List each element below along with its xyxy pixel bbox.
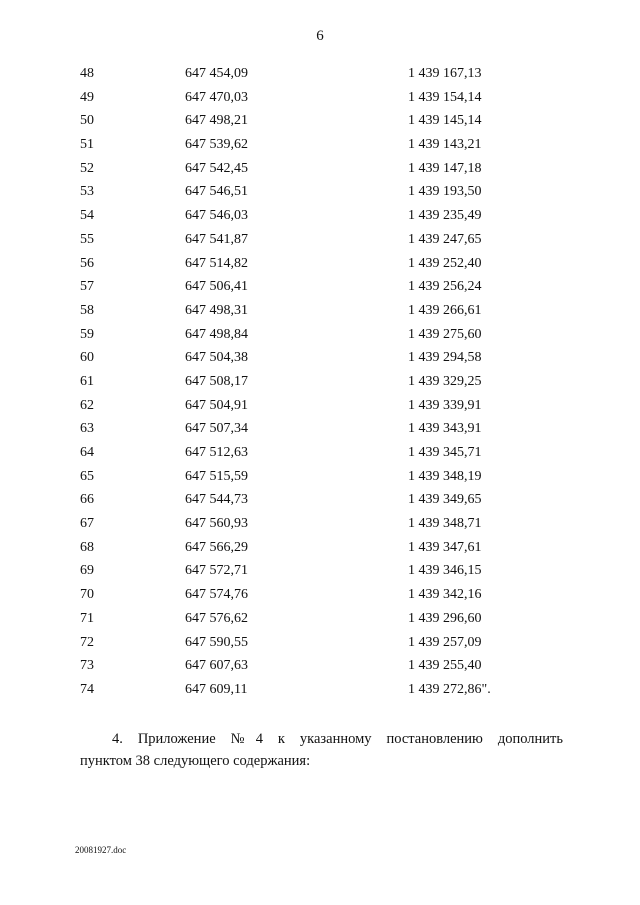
x-coordinate: 647 498,84 <box>185 326 248 342</box>
point-number: 73 <box>80 658 94 674</box>
point-number: 74 <box>80 681 94 697</box>
x-coordinate: 647 574,76 <box>185 587 248 603</box>
table-row <box>0 323 640 347</box>
x-coordinate: 647 572,71 <box>185 563 248 579</box>
table-row <box>0 133 640 157</box>
point-number: 71 <box>80 610 94 626</box>
table-row <box>0 109 640 133</box>
table-row <box>0 631 640 655</box>
point-number: 49 <box>80 89 94 105</box>
x-coordinate: 647 546,51 <box>185 184 248 200</box>
x-coordinate: 647 498,31 <box>185 302 248 318</box>
x-coordinate: 647 508,17 <box>185 373 248 389</box>
table-row <box>0 512 640 536</box>
y-coordinate: 1 439 349,65 <box>408 492 482 508</box>
table-row <box>0 583 640 607</box>
point-number: 64 <box>80 445 94 460</box>
table-row <box>0 654 640 678</box>
point-number: 63 <box>80 421 94 437</box>
y-coordinate: 1 439 346,15 <box>408 563 482 579</box>
table-row <box>0 180 640 204</box>
y-coordinate: 1 439 235,49 <box>408 208 482 224</box>
point-number: 51 <box>80 137 94 153</box>
x-coordinate: 647 566,29 <box>185 539 248 555</box>
point-number: 69 <box>80 563 94 579</box>
y-coordinate: 1 439 296,60 <box>408 610 482 626</box>
y-coordinate: 1 439 275,60 <box>408 326 482 342</box>
point-number: 61 <box>80 373 94 389</box>
x-coordinate: 647 609,11 <box>185 681 248 697</box>
y-coordinate: 1 439 257,09 <box>408 634 482 650</box>
x-coordinate: 647 607,63 <box>185 658 248 674</box>
paragraph-line-1: 4. Приложение №4 к указанному постановлению дополнить <box>112 731 563 747</box>
point-number: 66 <box>80 492 94 508</box>
x-coordinate: 647 546,03 <box>185 208 248 224</box>
y-coordinate: 1 439 145,14 <box>408 113 482 129</box>
y-coordinate: 1 439 256,24 <box>408 279 482 295</box>
x-coordinate: 647 454,09 <box>185 66 248 81</box>
x-coordinate: 647 541,87 <box>185 231 248 247</box>
point-number: 72 <box>80 634 94 650</box>
amendment-paragraph <box>80 728 563 772</box>
y-coordinate: 1 439 339,91 <box>408 397 482 413</box>
x-coordinate: 647 512,63 <box>185 445 248 460</box>
y-coordinate: 1 439 252,40 <box>408 255 482 271</box>
x-coordinate: 647 560,93 <box>185 516 248 532</box>
x-coordinate: 647 498,21 <box>185 113 248 129</box>
point-number: 62 <box>80 397 94 413</box>
table-row <box>0 607 640 631</box>
x-coordinate: 647 576,62 <box>185 610 248 626</box>
x-coordinate: 647 504,91 <box>185 397 248 413</box>
point-number: 50 <box>80 113 94 129</box>
table-row <box>0 394 640 418</box>
point-number: 59 <box>80 326 94 342</box>
x-coordinate: 647 506,41 <box>185 279 248 295</box>
x-coordinate: 647 544,73 <box>185 492 248 508</box>
y-coordinate: 1 439 272,86". <box>408 681 491 697</box>
x-coordinate: 647 514,82 <box>185 255 248 271</box>
y-coordinate: 1 439 347,61 <box>408 539 482 555</box>
table-row <box>0 678 640 702</box>
point-number: 55 <box>80 231 94 247</box>
point-number: 54 <box>80 208 94 224</box>
coordinates-table <box>0 62 640 702</box>
table-row <box>0 370 640 394</box>
y-coordinate: 1 439 143,21 <box>408 137 482 153</box>
table-row <box>0 441 640 465</box>
table-row <box>0 86 640 110</box>
x-coordinate: 647 539,62 <box>185 137 248 153</box>
table-row <box>0 62 640 86</box>
table-row <box>0 252 640 276</box>
y-coordinate: 1 439 342,16 <box>408 587 482 603</box>
y-coordinate: 1 439 193,50 <box>408 184 482 200</box>
y-coordinate: 1 439 255,40 <box>408 658 482 674</box>
x-coordinate: 647 470,03 <box>185 89 248 105</box>
table-row <box>0 488 640 512</box>
table-row <box>0 559 640 583</box>
paragraph-line-2: пунктом 38 следующего содержания: <box>80 753 311 769</box>
x-coordinate: 647 504,38 <box>185 350 248 366</box>
table-row <box>0 275 640 299</box>
point-number: 48 <box>80 66 94 81</box>
point-number: 58 <box>80 302 94 318</box>
y-coordinate: 1 439 154,14 <box>408 89 482 105</box>
point-number: 60 <box>80 350 94 366</box>
table-row <box>0 204 640 228</box>
x-coordinate: 647 542,45 <box>185 160 248 176</box>
table-row <box>0 536 640 560</box>
y-coordinate: 1 439 345,71 <box>408 445 482 460</box>
x-coordinate: 647 507,34 <box>185 421 248 437</box>
page-number: 6 <box>316 28 324 44</box>
point-number: 68 <box>80 539 94 555</box>
y-coordinate: 1 439 147,18 <box>408 160 482 176</box>
y-coordinate: 1 439 348,71 <box>408 516 482 532</box>
point-number: 70 <box>80 587 94 603</box>
table-row <box>0 157 640 181</box>
table-row <box>0 346 640 370</box>
y-coordinate: 1 439 348,19 <box>408 468 482 484</box>
y-coordinate: 1 439 294,58 <box>408 350 482 366</box>
table-row <box>0 299 640 323</box>
table-row <box>0 417 640 441</box>
point-number: 57 <box>80 279 94 295</box>
point-number: 65 <box>80 468 94 484</box>
point-number: 56 <box>80 255 94 271</box>
y-coordinate: 1 439 329,25 <box>408 373 482 389</box>
x-coordinate: 647 515,59 <box>185 468 248 484</box>
y-coordinate: 1 439 167,13 <box>408 66 482 81</box>
table-row <box>0 465 640 489</box>
point-number: 53 <box>80 184 94 200</box>
y-coordinate: 1 439 343,91 <box>408 421 482 437</box>
y-coordinate: 1 439 266,61 <box>408 302 482 318</box>
table-row <box>0 228 640 252</box>
point-number: 67 <box>80 516 94 532</box>
y-coordinate: 1 439 247,65 <box>408 231 482 247</box>
x-coordinate: 647 590,55 <box>185 634 248 650</box>
point-number: 52 <box>80 160 94 176</box>
footer-filename: 20081927.doc <box>75 845 127 855</box>
